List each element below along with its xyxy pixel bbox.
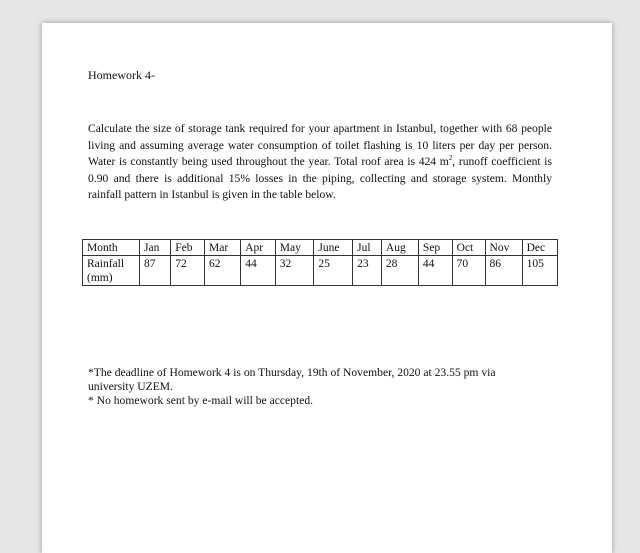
problem-statement (88, 121, 552, 204)
month-cell: Dec (522, 240, 557, 256)
month-cell: Apr (241, 240, 276, 256)
deadline-note: *The deadline of Homework 4 is on Thursday, 19th of November, 2020 at 23.55 pm via university UZEM. (88, 366, 496, 393)
rainfall-cell: 23 (353, 256, 382, 286)
month-cell: Mar (205, 240, 241, 256)
rainfall-table (82, 239, 558, 286)
rainfall-cell: 44 (241, 256, 276, 286)
month-cell: Jul (353, 240, 382, 256)
month-row (83, 240, 558, 256)
month-cell: Oct (452, 240, 485, 256)
month-cell: Feb (171, 240, 205, 256)
rainfall-unit: (mm) (87, 272, 113, 284)
rainfall-cell: 72 (171, 256, 205, 286)
rainfall-row-label (83, 256, 140, 286)
month-header-label: Month (83, 240, 140, 256)
deadline-notes (88, 366, 538, 408)
email-policy-note: * No homework sent by e-mail will be accepted. (88, 394, 314, 407)
rainfall-cell: 86 (485, 256, 522, 286)
rainfall-cell: 32 (275, 256, 314, 286)
document-page (42, 23, 612, 553)
month-cell: Aug (381, 240, 418, 256)
document-heading: Homework 4- (88, 68, 155, 82)
rainfall-row (83, 256, 558, 286)
rainfall-cell: 87 (140, 256, 171, 286)
month-cell: Sep (418, 240, 452, 256)
rainfall-cell: 70 (452, 256, 485, 286)
problem-text-part1: Calculate the size of storage tank required for your apartment in Istanbul, together with 68 people living and assuming average water consumption of toilet flashing is 10 liters per day per person. Water is constantly being used throughout the year. Total roof area is 424 m (88, 122, 552, 168)
rainfall-cell: 105 (522, 256, 557, 286)
problem-text-part2: , runoff coefficient is 0.90 and there is additional 15% losses in the piping, collecting and storage system. Monthly rainfall pattern in Istanbul is given in the table below. (88, 155, 552, 201)
superscript-two: 2 (448, 154, 453, 163)
rainfall-cell: 25 (314, 256, 353, 286)
rainfall-cell: 44 (418, 256, 452, 286)
month-cell: Nov (485, 240, 522, 256)
month-cell: June (314, 240, 353, 256)
month-cell: Jan (140, 240, 171, 256)
rainfall-cell: 28 (381, 256, 418, 286)
rainfall-cell: 62 (205, 256, 241, 286)
rainfall-label: Rainfall (87, 258, 125, 270)
month-cell: May (275, 240, 314, 256)
